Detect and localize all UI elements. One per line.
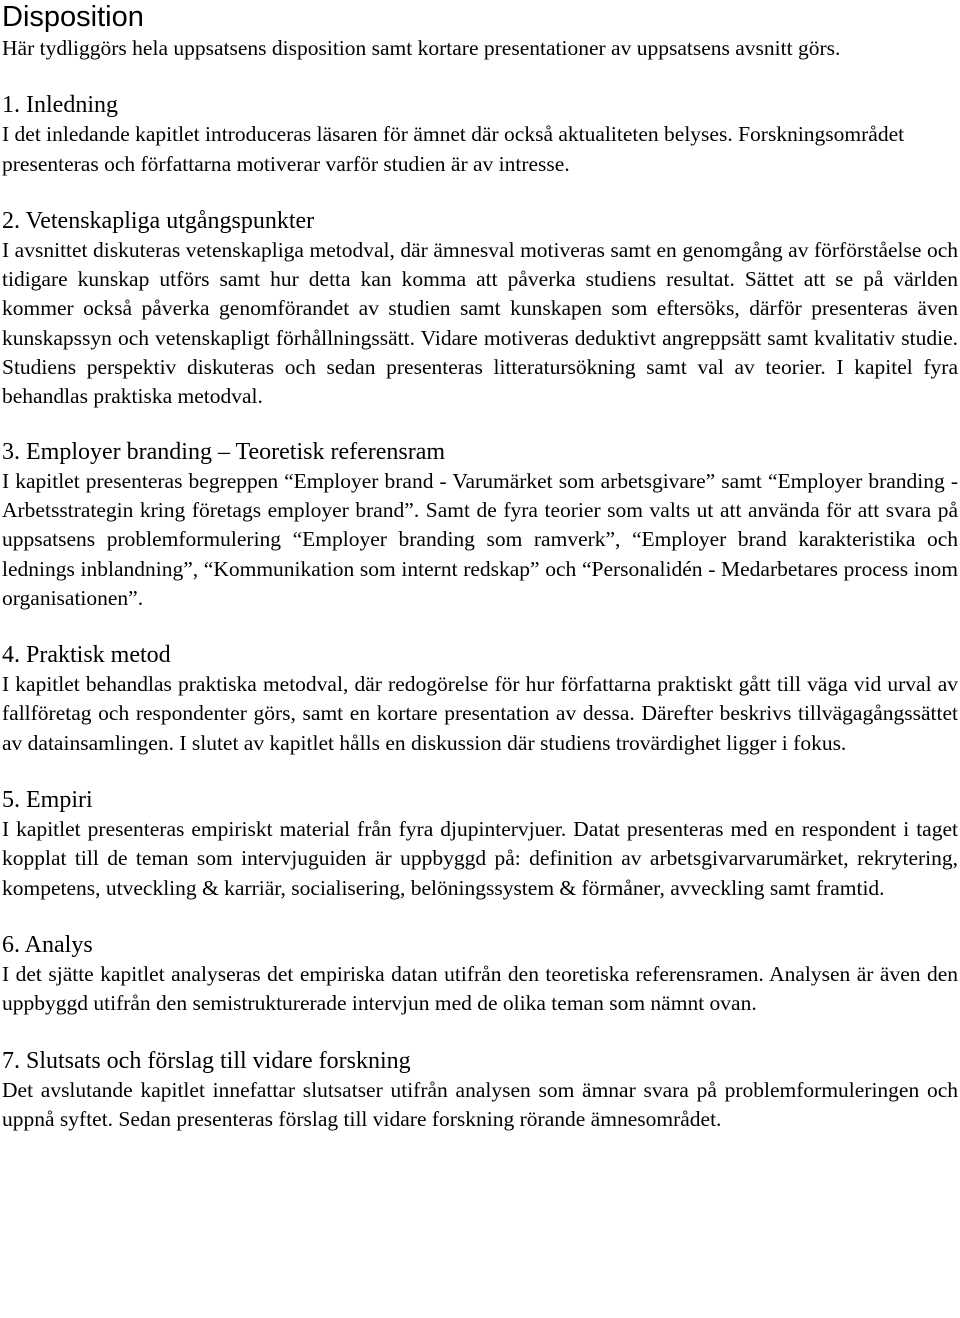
section-heading: 1. Inledning	[2, 92, 118, 119]
section-praktisk-metod	[2, 640, 958, 758]
section-body: I kapitlet presenteras begreppen “Employer brand - Varumärket som arbetsgivare” samt “Employer branding - Arbetsstrategin kring företags employer brand”. Samt de fyra teorier som valts ut att använda för att svara på uppsatsens problemformulering “Employer branding som ramverk”, “Employer brand karakteristika och lednings inblandning”, “Kommunikation som internt redskap” och “Personalidén - Medarbetares process inom organisationen”.	[2, 468, 958, 610]
section-heading: 5. Empiri	[2, 787, 93, 814]
section-heading: 2. Vetenskapliga utgångspunkter	[2, 207, 315, 234]
section-heading: 6. Analys	[2, 931, 93, 958]
section-vetenskapliga-utgangspunkter	[2, 206, 958, 412]
section-employer-branding	[2, 437, 958, 613]
section-heading: 4. Praktisk metod	[2, 642, 171, 669]
section-body: I det inledande kapitlet introduceras läsaren för ämnet där också aktualiteten belyses. Forskningsområdet presenteras och författarna motiverar varför studien är av intresse.	[2, 122, 905, 176]
section-body: I det sjätte kapitlet analyseras det empiriska datan utifrån den teoretiska referensramen. Analysen är även den uppbyggd utifrån den semistrukturerade intervjun med de olika teman som nämnt ovan.	[2, 961, 958, 1016]
document-intro: Här tydliggörs hela uppsatsens disposition samt kortare presentationer av uppsatsens avsnitt görs.	[2, 36, 841, 60]
section-analys	[2, 930, 958, 1019]
section-body: I kapitlet presenteras empiriskt material från fyra djupintervjuer. Datat presenteras med en respondent i taget kopplat till de teman som intervjuguiden är uppbyggd på: definition av arbetsgivarvarumärket, rekrytering, kompetens, utveckling & karriär, socialisering, belöningssystem & förmåner, avveckling samt framtid.	[2, 817, 958, 900]
section-body: Det avslutande kapitlet innefattar slutsatser utifrån analysen som ämnar svara på problemformuleringen och uppnå syftet. Sedan presenteras förslag till vidare forskning rörande ämnesområdet.	[2, 1077, 958, 1131]
section-body: I avsnittet diskuteras vetenskapliga metodval, där ämnesval motiveras samt en genomgång av förförståelse och tidigare kunskap utförs samt hur detta kan komma att påverka studiens resultat. Sättet att se på världen kommer också påverka genomförandet av studien samt kunskapen som eftersöks, därför presenteras även kunskapssyn och vetenskapligt förhållningssätt. Vidare motiveras deduktivt angreppsätt samt kvalitativ studie. Studiens perspektiv diskuteras och sedan presenteras litteratursökning samt val av teorier. I kapitel fyra behandlas praktiska metodval.	[2, 237, 958, 409]
section-heading: 3. Employer branding – Teoretisk referensram	[2, 438, 446, 465]
section-slutsats	[2, 1046, 958, 1135]
section-heading: 7. Slutsats och förslag till vidare forskning	[2, 1047, 411, 1074]
section-inledning	[2, 90, 958, 179]
document-title: Disposition	[2, 1, 144, 33]
section-body: I kapitlet behandlas praktiska metodval, där redogörelse för hur författarna praktiskt gått till väga vid urval av fallföretag och respondenter görs, samt en kortare presentation av dessa. Därefter beskrivs tillvägagångssättet av datainsamlingen. I slutet av kapitlet hålls en diskussion där studiens trovärdighet ligger i fokus.	[2, 672, 958, 755]
section-empiri	[2, 785, 958, 903]
